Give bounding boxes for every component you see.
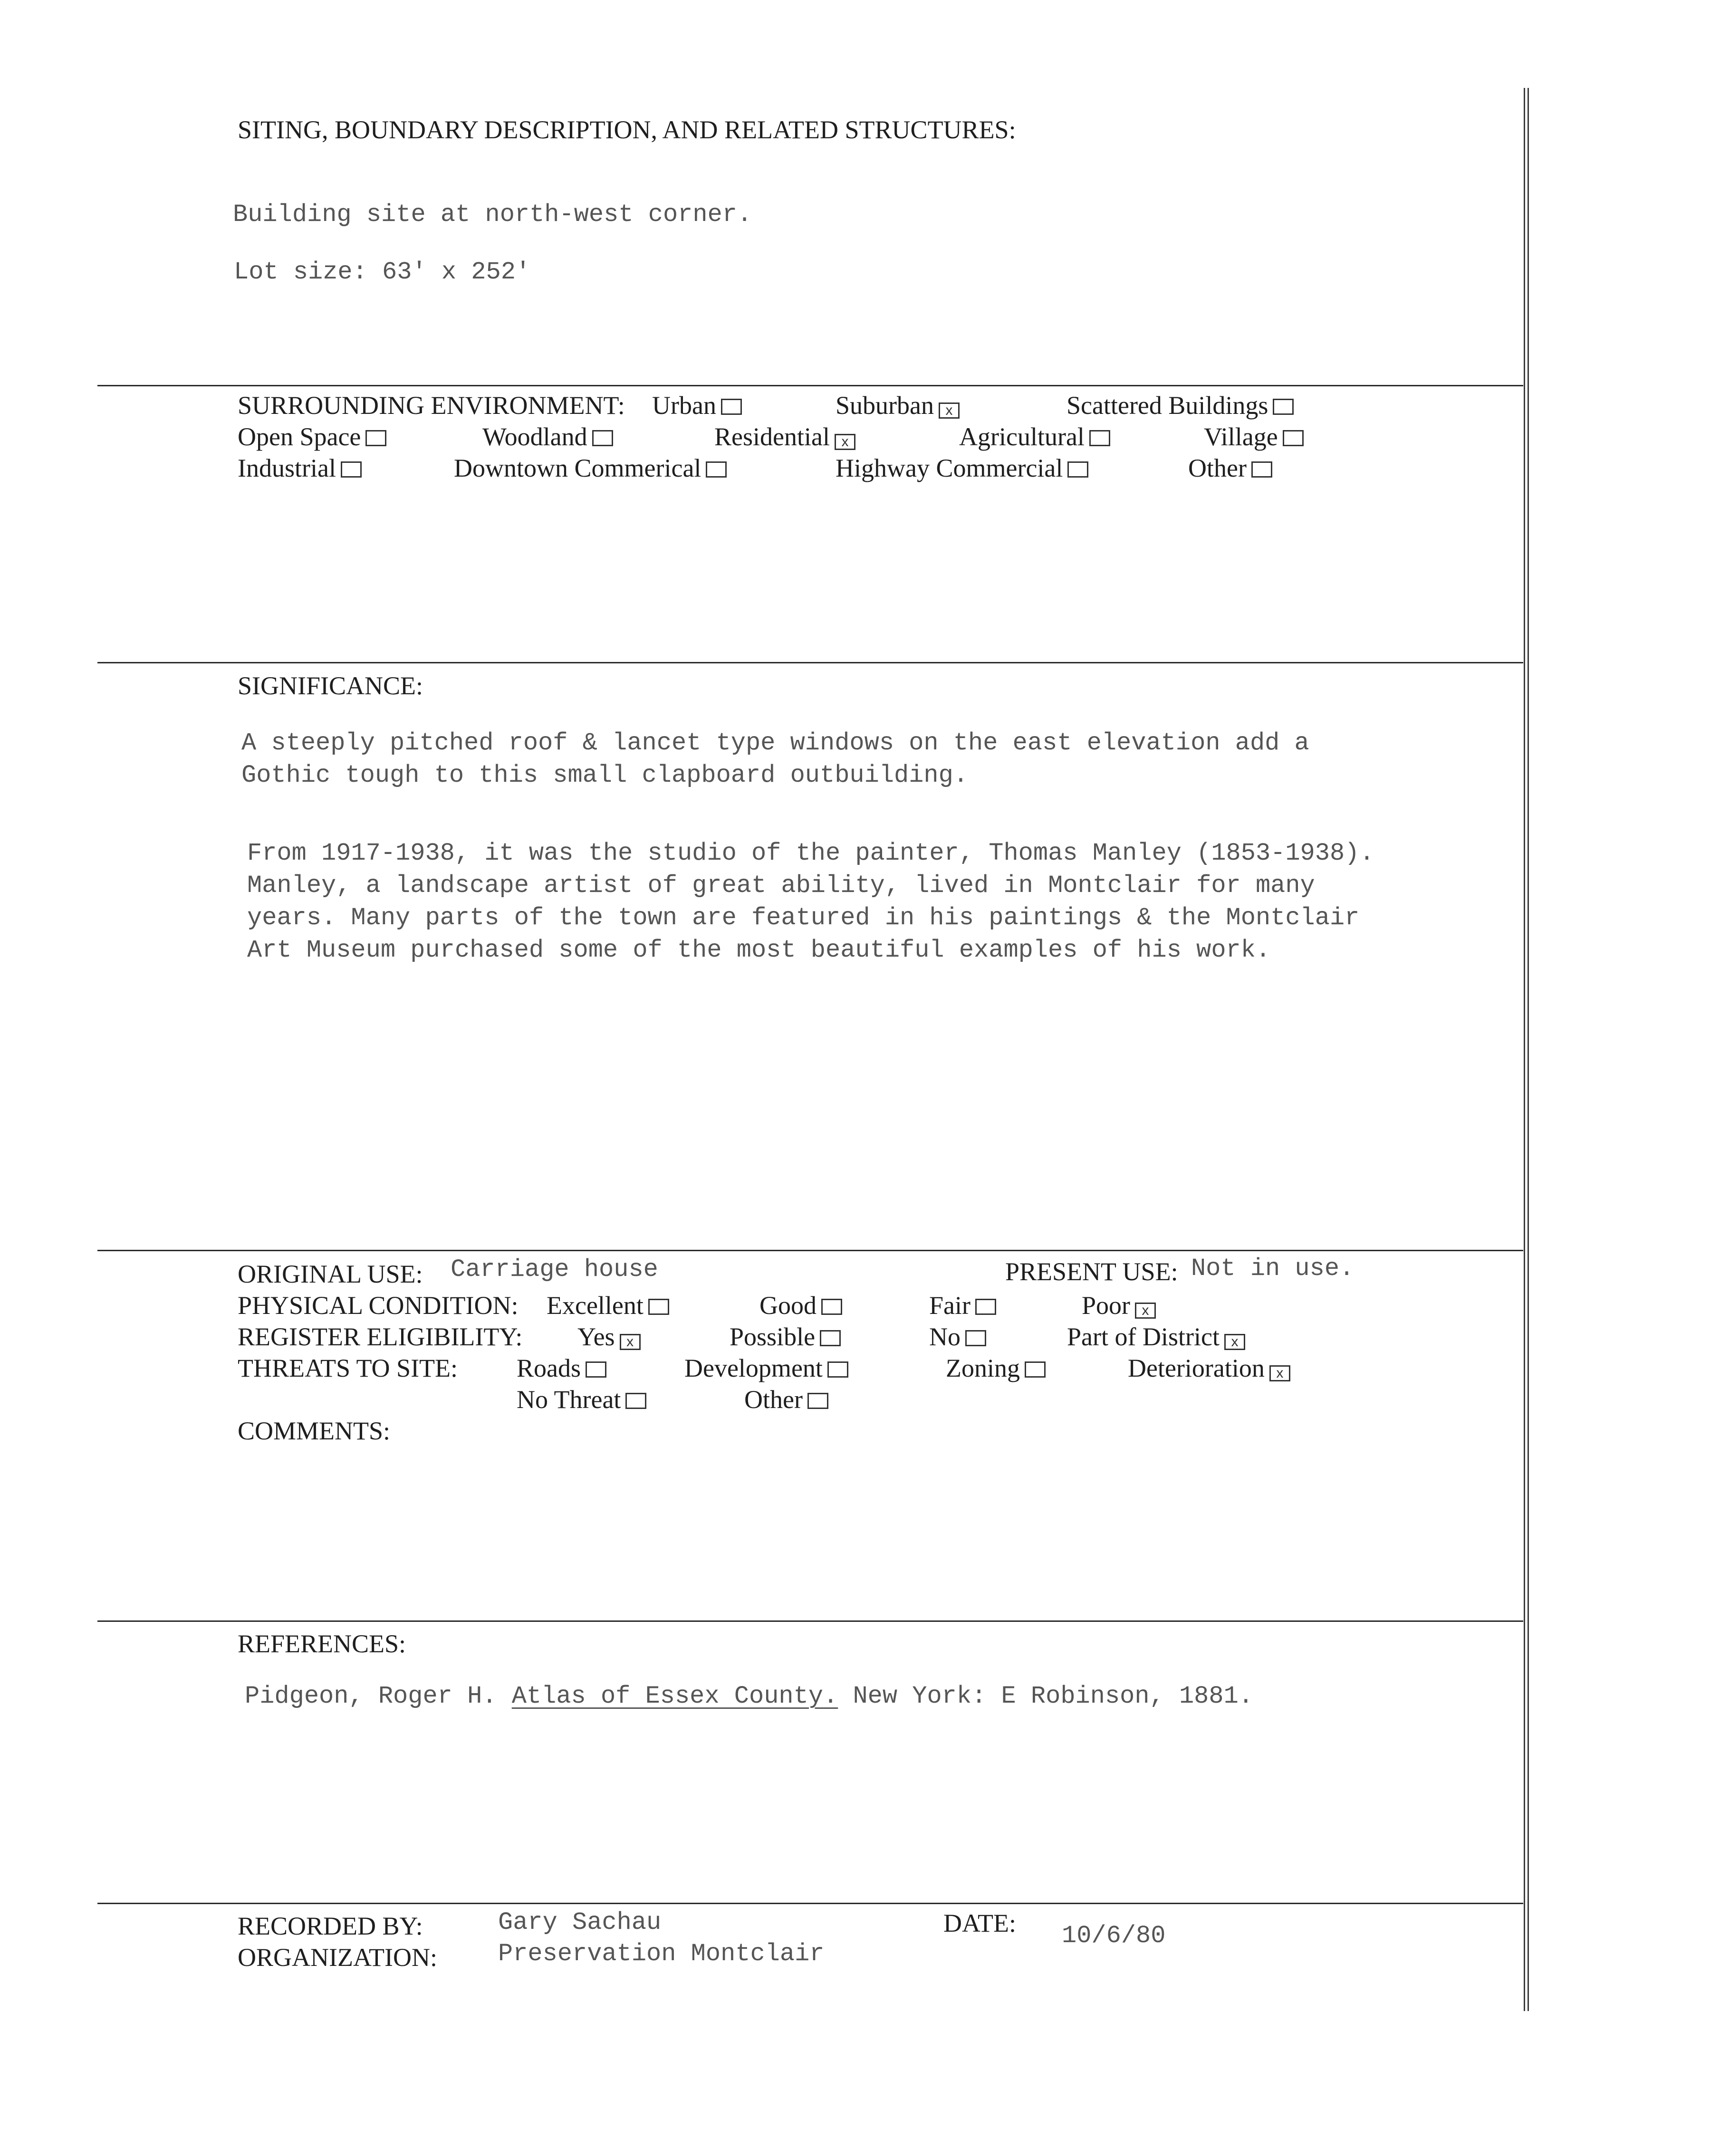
threats-label: THREATS TO SITE: [238, 1354, 458, 1382]
condition-option-fair[interactable]: Fair [929, 1291, 996, 1320]
text-line: Manley, a landscape artist of great ability, lived in Montclair for many [247, 872, 1315, 900]
checkbox[interactable] [821, 1299, 842, 1315]
eligibility-option-no[interactable]: No [929, 1322, 986, 1351]
right-border-line-inner [1527, 88, 1529, 2011]
checkbox[interactable] [807, 1393, 828, 1409]
threat-option-roads[interactable]: Roads [517, 1353, 606, 1383]
text-line: years. Many parts of the town are featured in his paintings & the Montclair [247, 904, 1360, 932]
organization-label: ORGANIZATION: [238, 1943, 437, 1972]
env-option-downtown-commercial[interactable]: Downtown Commerical [454, 453, 727, 483]
physical-condition-label: PHYSICAL CONDITION: [238, 1291, 519, 1320]
section-divider [97, 662, 1523, 663]
significance-paragraph-2 [247, 837, 1374, 967]
organization-value: Preservation Montclair [498, 1940, 825, 1968]
date-label: DATE: [943, 1909, 1016, 1937]
env-option-residential[interactable]: Residential x [714, 422, 855, 451]
reference-author: Pidgeon, Roger H. [245, 1682, 497, 1710]
original-use-value: Carriage house [451, 1255, 658, 1284]
siting-heading: SITING, BOUNDARY DESCRIPTION, AND RELATED STRUCTURES: [238, 115, 1016, 144]
siting-line-1: Building site at north-west corner. [233, 201, 752, 229]
comments-label: COMMENTS: [238, 1417, 391, 1445]
checkbox-checked[interactable]: x [1135, 1303, 1156, 1319]
text-line: Gothic tough to this small clapboard outbuilding. [241, 761, 969, 789]
register-eligibility-label: REGISTER ELIGIBILITY: [238, 1322, 523, 1351]
right-border-line [1524, 88, 1525, 2011]
env-option-industrial[interactable]: Industrial [238, 453, 362, 483]
date-value: 10/6/80 [1062, 1922, 1166, 1950]
recorded-by-label: RECORDED BY: [238, 1912, 423, 1940]
checkbox[interactable] [341, 461, 362, 478]
condition-option-excellent[interactable]: Excellent [547, 1291, 669, 1320]
checkbox[interactable] [1273, 399, 1294, 415]
checkbox-checked[interactable]: x [939, 402, 960, 419]
section-divider [97, 385, 1523, 386]
threat-option-other[interactable]: Other [744, 1385, 828, 1414]
condition-option-poor[interactable]: Poor x [1082, 1291, 1156, 1320]
env-option-suburban[interactable]: Suburban x [836, 391, 960, 420]
env-option-open-space[interactable]: Open Space [238, 422, 386, 451]
env-option-village[interactable]: Village [1204, 422, 1304, 451]
present-use-value: Not in use. [1191, 1255, 1355, 1283]
reference-title: Atlas of Essex County. [511, 1682, 838, 1710]
checkbox-checked[interactable]: x [835, 434, 855, 450]
recorded-by-value: Gary Sachau [498, 1908, 662, 1936]
checkbox[interactable] [592, 430, 613, 446]
section-divider [97, 1250, 1523, 1251]
present-use-label: PRESENT USE: [1005, 1257, 1178, 1286]
checkbox[interactable] [721, 399, 742, 415]
checkbox[interactable] [1283, 430, 1304, 446]
env-option-agricultural[interactable]: Agricultural [959, 422, 1110, 451]
checkbox-checked[interactable]: x [1269, 1365, 1290, 1381]
threat-option-no-threat[interactable]: No Threat [517, 1385, 646, 1414]
original-use-label: ORIGINAL USE: [238, 1260, 423, 1288]
checkbox[interactable] [1025, 1361, 1046, 1378]
eligibility-option-yes[interactable]: Yes x [577, 1322, 641, 1351]
checkbox[interactable] [1089, 430, 1110, 446]
checkbox[interactable] [975, 1299, 996, 1315]
checkbox[interactable] [365, 430, 386, 446]
checkbox[interactable] [827, 1361, 848, 1378]
threat-option-deterioration[interactable]: Deterioration x [1128, 1353, 1290, 1383]
environment-heading: SURROUNDING ENVIRONMENT: [238, 391, 625, 420]
significance-paragraph-1 [241, 727, 1309, 792]
siting-line-2: Lot size: 63' x 252' [234, 258, 531, 286]
checkbox[interactable] [586, 1361, 606, 1378]
env-option-urban[interactable]: Urban [652, 391, 742, 420]
env-option-woodland[interactable]: Woodland [482, 422, 613, 451]
checkbox[interactable] [965, 1330, 986, 1346]
significance-heading: SIGNIFICANCE: [238, 671, 423, 700]
text-line: From 1917-1938, it was the studio of the painter, Thomas Manley (1853-1938). [247, 839, 1374, 867]
text-line: A steeply pitched roof & lancet type windows on the east elevation add a [241, 729, 1309, 757]
threat-option-development[interactable]: Development [684, 1353, 848, 1383]
checkbox[interactable] [706, 461, 727, 478]
condition-option-good[interactable]: Good [759, 1291, 842, 1320]
reference-entry [245, 1682, 1253, 1710]
checkbox-checked[interactable]: x [620, 1334, 641, 1350]
checkbox[interactable] [1251, 461, 1272, 478]
threat-option-zoning[interactable]: Zoning [946, 1353, 1046, 1383]
references-heading: REFERENCES: [238, 1629, 406, 1658]
checkbox[interactable] [625, 1393, 646, 1409]
section-divider [97, 1903, 1523, 1904]
eligibility-option-possible[interactable]: Possible [730, 1322, 841, 1351]
env-option-other[interactable]: Other [1188, 453, 1272, 483]
checkbox[interactable] [820, 1330, 841, 1346]
checkbox[interactable] [1067, 461, 1088, 478]
checkbox-checked[interactable]: x [1224, 1334, 1245, 1350]
checkbox[interactable] [648, 1299, 669, 1315]
text-line: Art Museum purchased some of the most beautiful examples of his work. [247, 936, 1271, 964]
env-option-highway-commercial[interactable]: Highway Commercial [836, 453, 1088, 483]
reference-publisher: New York: E Robinson, 1881. [853, 1682, 1253, 1710]
eligibility-option-part-of-district[interactable]: Part of District x [1067, 1322, 1245, 1351]
section-divider [97, 1620, 1523, 1622]
env-option-scattered-buildings[interactable]: Scattered Buildings [1066, 391, 1294, 420]
